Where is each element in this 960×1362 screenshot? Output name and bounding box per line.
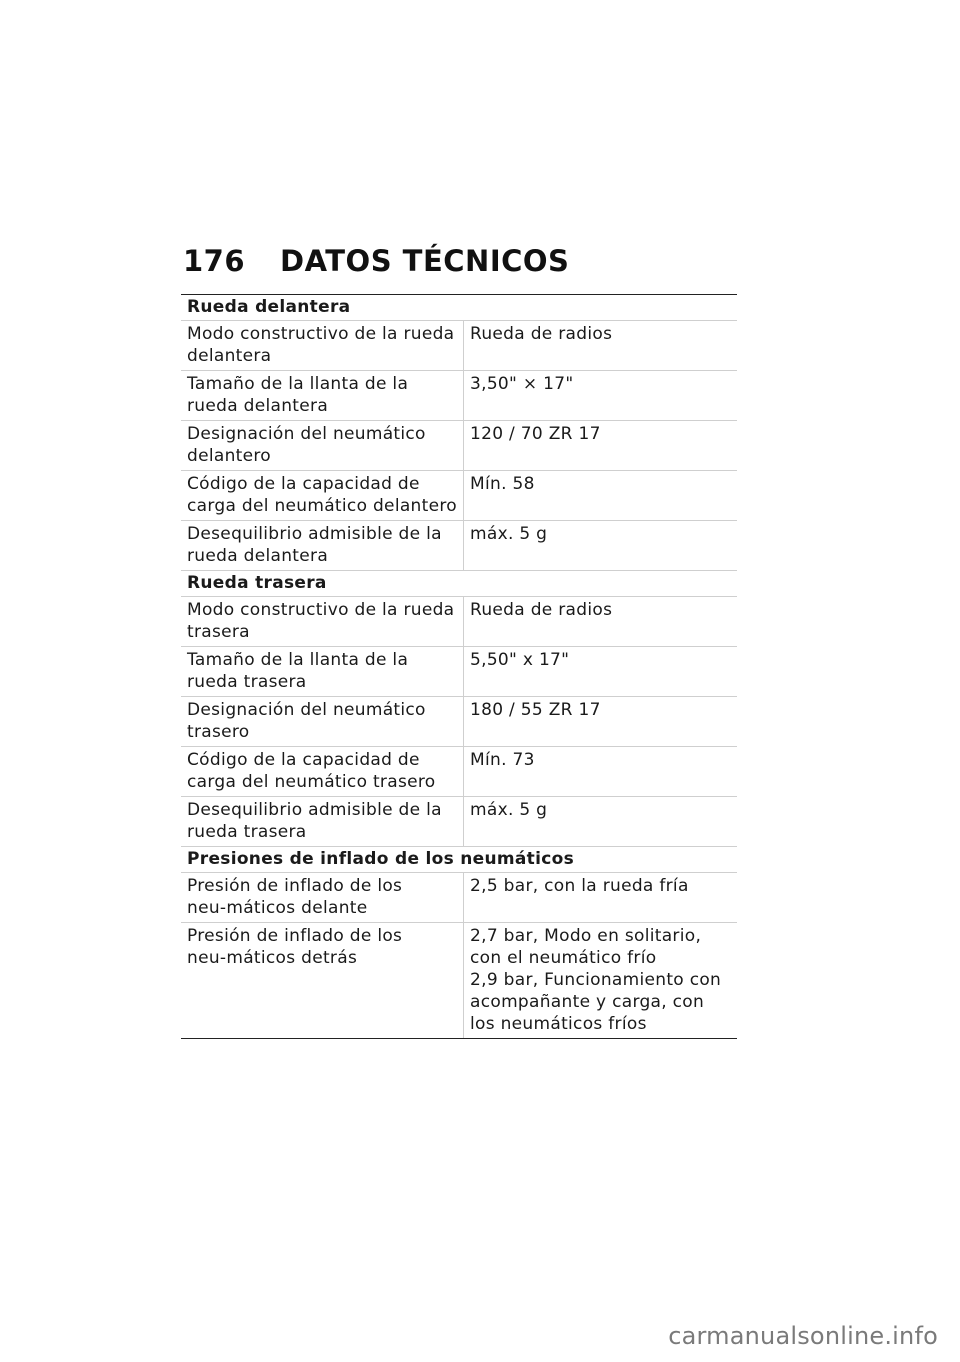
table-row (181, 321, 737, 371)
table-row (181, 923, 737, 1039)
spec-value: Mín. 58 (464, 471, 738, 521)
section-title: Presiones de inflado de los neumáticos (181, 847, 737, 873)
page-title: DATOS TÉCNICOS (280, 244, 570, 278)
page-header (183, 244, 569, 284)
spec-value: 2,7 bar, Modo en solitario, con el neumático frío (470, 926, 702, 968)
section-header-front-wheel (181, 295, 737, 321)
spec-value-group (464, 923, 738, 1039)
spec-label: Presión de inflado de los neu‑máticos delante (181, 873, 464, 923)
spec-value: Rueda de radios (464, 597, 738, 647)
spec-label: Tamaño de la llanta de la rueda delantera (181, 371, 464, 421)
table-row (181, 521, 737, 571)
spec-label: Presión de inflado de los neu‑máticos detrás (181, 923, 464, 1039)
section-header-tyre-pressure (181, 847, 737, 873)
page-number: 176 (183, 244, 246, 278)
spec-value: 180 / 55 ZR 17 (464, 697, 738, 747)
table-row (181, 697, 737, 747)
table-row (181, 421, 737, 471)
spec-value: máx. 5 g (464, 797, 738, 847)
spec-value: 2,5 bar, con la rueda fría (464, 873, 738, 923)
section-title: Rueda delantera (181, 295, 737, 321)
spec-label: Desequilibrio admisible de la rueda delantera (181, 521, 464, 571)
table-row (181, 371, 737, 421)
table-row (181, 797, 737, 847)
table-row (181, 647, 737, 697)
spec-value: 5,50" x 17" (464, 647, 738, 697)
section-title: Rueda trasera (181, 571, 737, 597)
spec-value: 120 / 70 ZR 17 (464, 421, 738, 471)
spec-label: Código de la capacidad de carga del neumático delantero (181, 471, 464, 521)
spec-label: Designación del neumático trasero (181, 697, 464, 747)
spec-table (181, 294, 737, 1039)
spec-label: Tamaño de la llanta de la rueda trasera (181, 647, 464, 697)
spec-value: máx. 5 g (464, 521, 738, 571)
spec-label: Modo constructivo de la rueda delantera (181, 321, 464, 371)
table-row (181, 873, 737, 923)
table-row (181, 747, 737, 797)
spec-value: Mín. 73 (464, 747, 738, 797)
spec-value: Rueda de radios (464, 321, 738, 371)
spec-label: Modo constructivo de la rueda trasera (181, 597, 464, 647)
section-header-rear-wheel (181, 571, 737, 597)
table-row (181, 471, 737, 521)
spec-value: 2,9 bar, Funcionamiento con acompañante y carga, con los neumáticos fríos (470, 970, 722, 1034)
spec-label: Desequilibrio admisible de la rueda trasera (181, 797, 464, 847)
spec-value: 3,50" × 17" (464, 371, 738, 421)
spec-label: Código de la capacidad de carga del neumático trasero (181, 747, 464, 797)
spec-label: Designación del neumático delantero (181, 421, 464, 471)
watermark: carmanualsonline.info (668, 1322, 938, 1350)
table-row (181, 597, 737, 647)
